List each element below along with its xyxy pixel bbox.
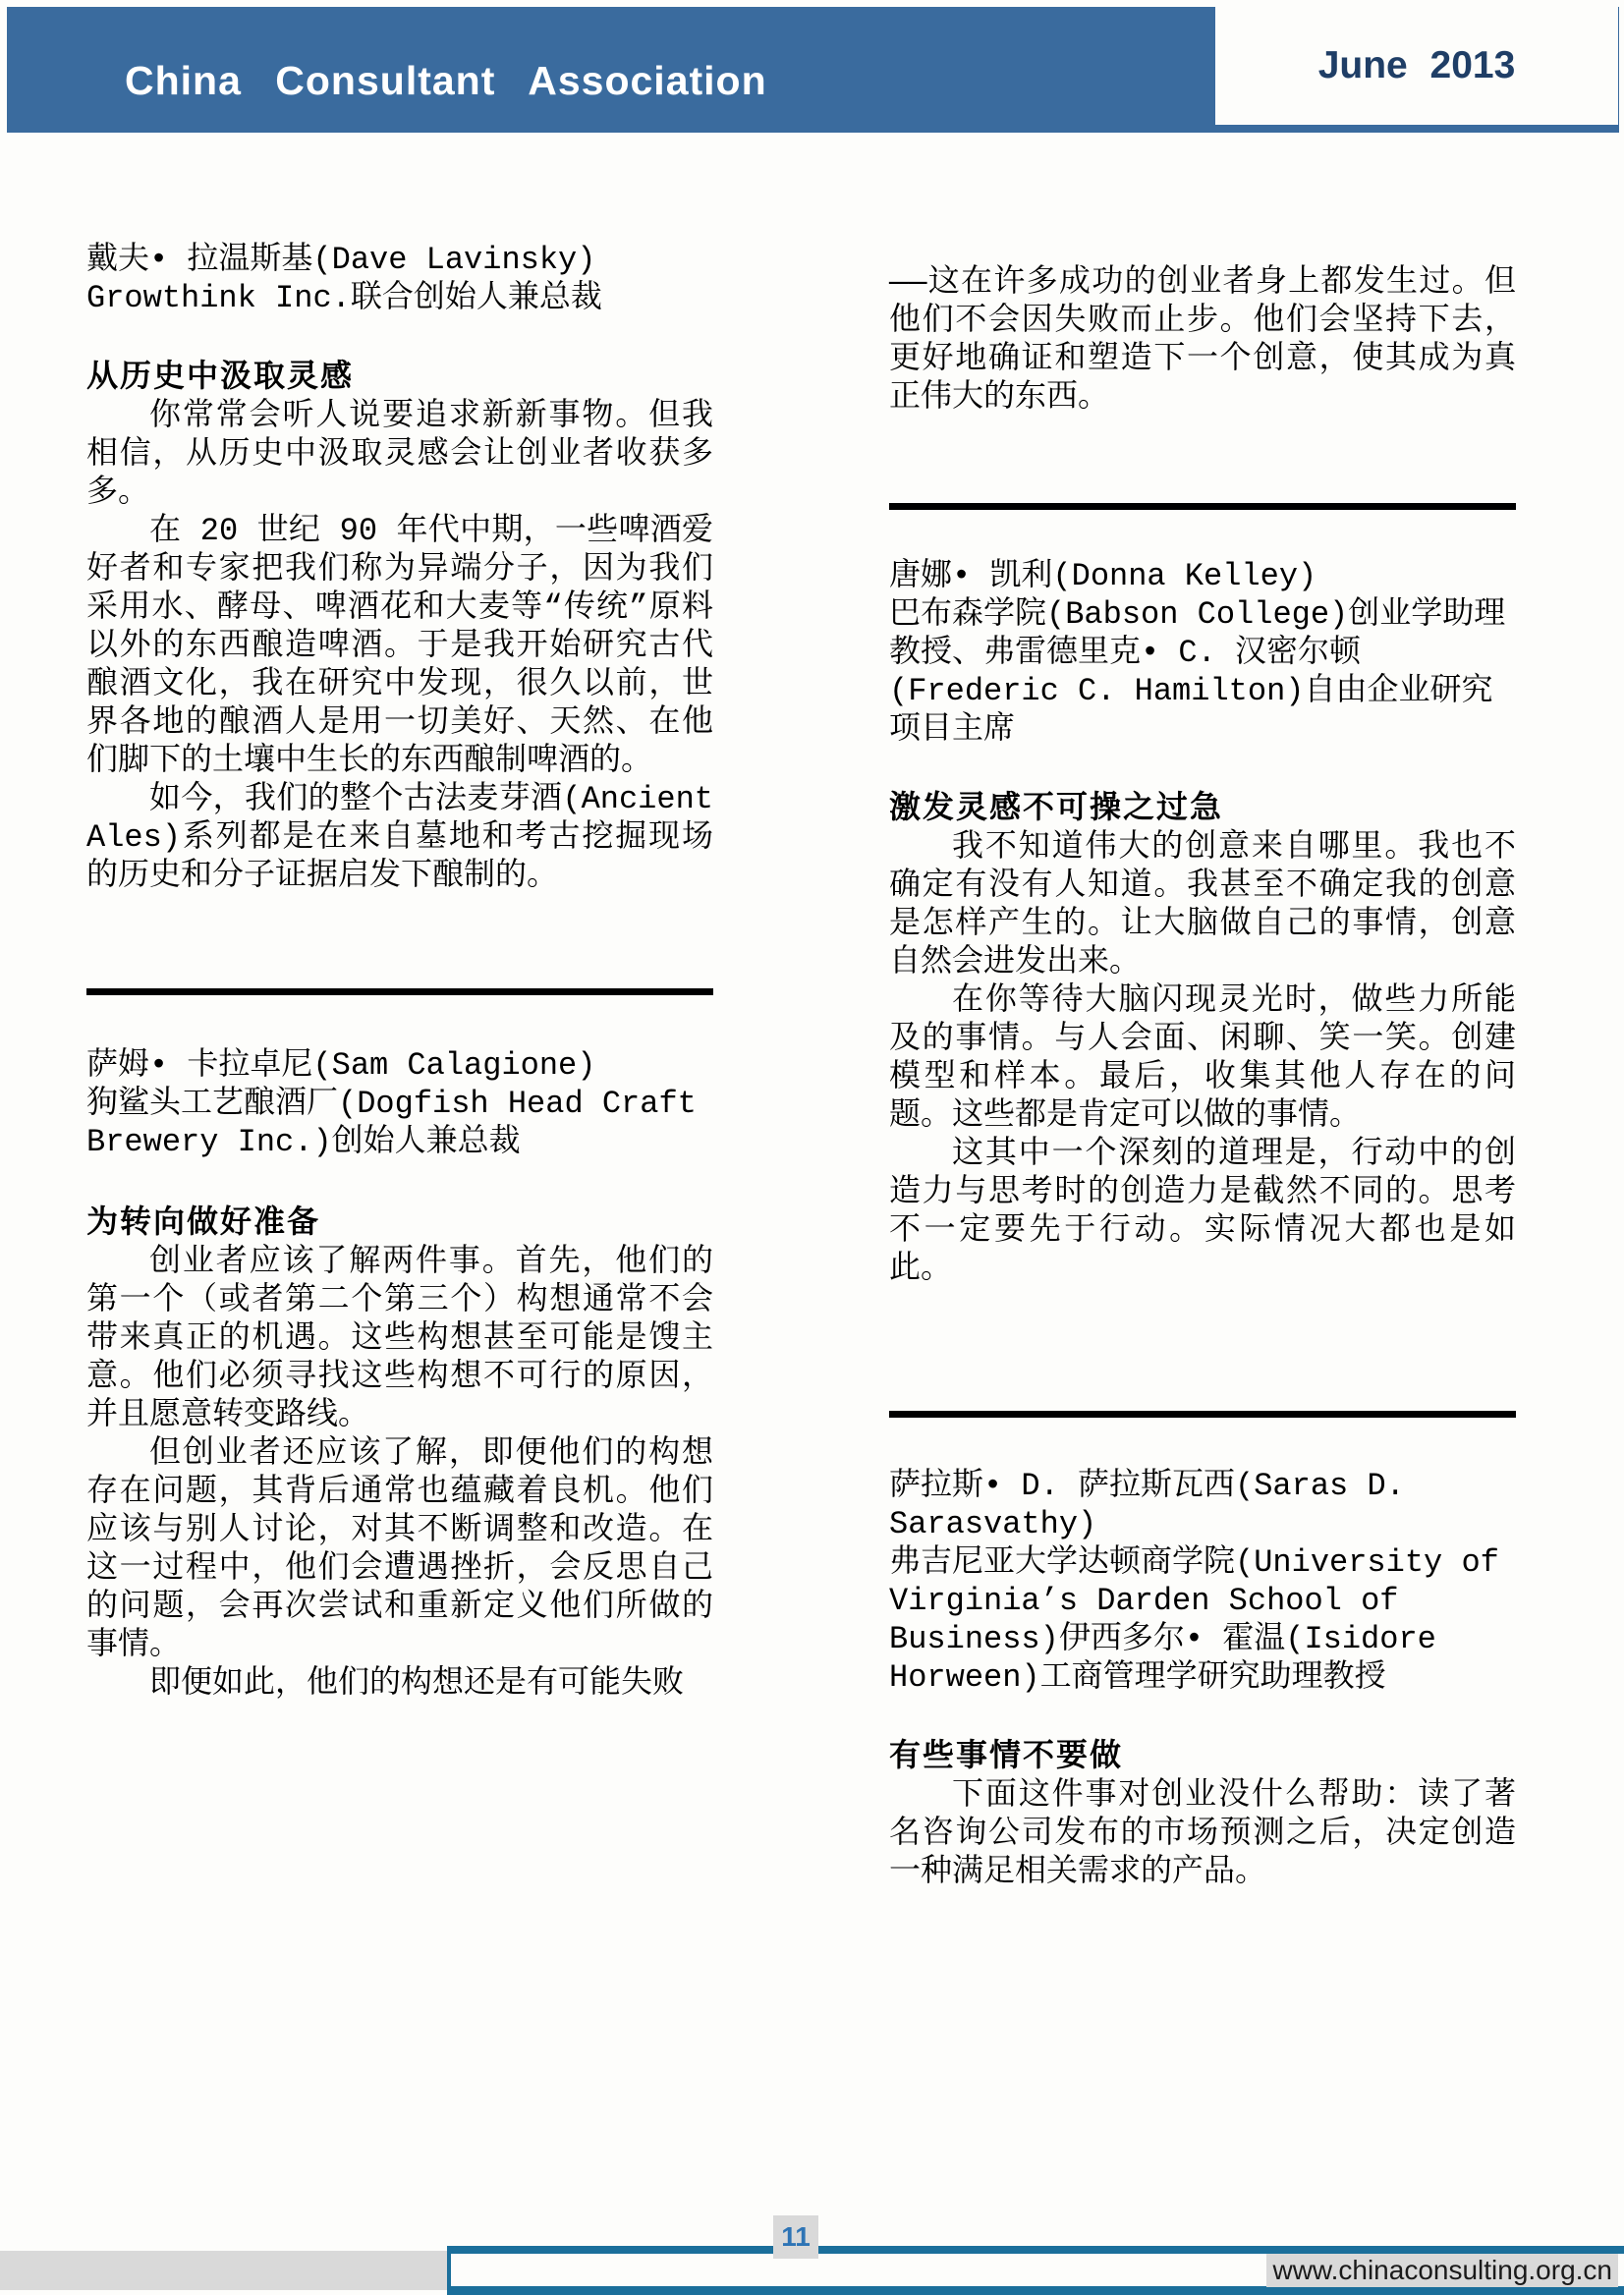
body-paragraph: 在你等待大脑闪现灵光时，做些力所能及的事情。与人会面、闲聊、笑一笑。创建模型和样本。最后，收集其他人存在的问题。这些都是肯定可以做的事情。 xyxy=(889,982,1516,1134)
author-block xyxy=(889,1467,1516,1697)
left-column xyxy=(86,241,713,1703)
body-paragraph: 这其中一个深刻的道理是，行动中的创造力与思考时的创造力是截然不同的。思考不一定要先于行动。实际情况大都也是如此。 xyxy=(889,1136,1516,1287)
author-block xyxy=(86,1046,713,1161)
issue-date-label: June 2013 xyxy=(1317,43,1516,86)
author-title: 巴布森学院(Babson College)创业学助理教授、弗雷德里克• C. 汉密尔顿(Frederic C. Hamilton)自由企业研究项目主席 xyxy=(889,596,1506,748)
body-paragraph: 如今，我们的整个古法麦芽酒(Ancient Ales)系列都是在来自墓地和考古挖掘现场的历史和分子证据启发下酿制的。 xyxy=(86,781,713,894)
footer-band xyxy=(447,2246,1624,2295)
footer-left-band xyxy=(0,2251,447,2290)
body-paragraph: 但创业者还应该了解，即便他们的构想存在问题，其背后通常也蕴藏着良机。他们应该与别人讨论，对其不断调整和改造。在这一过程中，他们会遭遇挫折，会反思自己的问题，会再次尝试和重新定义他们所做的事情。 xyxy=(86,1435,713,1663)
section-divider xyxy=(889,503,1516,510)
author-block xyxy=(889,557,1516,749)
body-paragraph: 创业者应该了解两件事。首先，他们的第一个（或者第二个第三个）构想通常不会带来真正的机遇。这些构想甚至可能是馊主意。他们必须寻找这些构想不可行的原因，并且愿意转变路线。 xyxy=(86,1244,713,1433)
section-divider xyxy=(889,1411,1516,1418)
author-name: 戴夫• 拉温斯基(Dave Lavinsky) xyxy=(86,242,596,278)
author-name: 唐娜• 凯利(Donna Kelley) xyxy=(889,558,1317,594)
body-paragraph: 即便如此，他们的构想还是有可能失败 xyxy=(149,1665,685,1702)
body-paragraph: 你常常会听人说要追求新新事物。但我相信，从历史中汲取灵感会让创业者收获多多。 xyxy=(86,398,713,511)
left-section-2 xyxy=(86,1046,713,1703)
issue-box xyxy=(1215,6,1618,125)
section-divider xyxy=(86,988,713,995)
section-heading: 从历史中汲取灵感 xyxy=(86,360,355,396)
continued-paragraph: ——这在许多成功的创业者身上都发生过。但他们不会因失败而止步。他们会坚持下去，更好地确证和塑造下一个创意，使其成为真正伟大的东西。 xyxy=(889,264,1516,416)
body-paragraph: 下面这件事对创业没什么帮助：读了著名咨询公司发布的市场预测之后，决定创造一种满足相关需求的产品。 xyxy=(889,1777,1516,1890)
right-column xyxy=(889,263,1516,1891)
website-link[interactable]: www.chinaconsulting.org.cn xyxy=(1266,2254,1618,2287)
author-name: 萨姆• 卡拉卓尼(Sam Calagione) xyxy=(86,1047,596,1084)
author-block xyxy=(86,241,713,317)
section-heading: 激发灵感不可操之过急 xyxy=(889,791,1224,827)
section-heading: 有些事情不要做 xyxy=(889,1739,1124,1775)
body-paragraph: 在 20 世纪 90 年代中期，一些啤酒爱好者和专家把我们称为异端分子，因为我们采用水、酵母、啤酒花和大麦等“传统”原料以外的东西酿造啤酒。于是我开始研究古代酿酒文化，我在研究中发现，很久以前，世界各地的酿酒人是用一切美好、天然、在他们脚下的土壤中生长的东西酿制啤酒的。 xyxy=(86,513,713,779)
page-title: China Consultant Association xyxy=(125,58,767,103)
author-title: Growthink Inc.联合创始人兼总裁 xyxy=(86,280,602,316)
author-title: 弗吉尼亚大学达顿商学院(University of Virginia’s Darden School of Business)伊西多尔• 霍温(Isidore Horween)工商管理学研究助理教授 xyxy=(889,1544,1499,1696)
body-paragraph: 我不知道伟大的创意来自哪里。我也不确定有没有人知道。我甚至不确定我的创意是怎样产生的。让大脑做自己的事情，创意自然会进发出来。 xyxy=(889,829,1516,980)
section-heading: 为转向做好准备 xyxy=(86,1205,321,1242)
page-number: 11 xyxy=(773,2215,818,2259)
author-name: 萨拉斯• D. 萨拉斯瓦西(Saras D. Sarasvathy) xyxy=(889,1468,1405,1542)
author-title: 狗鲨头工艺酿酒厂(Dogfish Head Craft Brewery Inc.)创始人兼总裁 xyxy=(86,1086,697,1160)
